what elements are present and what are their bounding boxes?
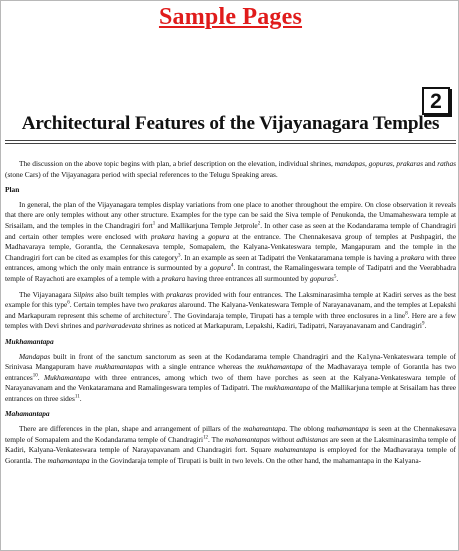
body-paragraph: The discussion on the above topic begins with plan, a brief description on the elevation, individual shrines, mandapas, gopuras, prakaras and rathas (stone Cars) of the Vijayanagara period with special references to the Telugu Speaking areas.: [5, 159, 457, 179]
body-paragraph: Mandapas built in front of the sanctum sanctorum as seen at the Kodandarama temple Chandragiri and the Ka1yna-Venkateswara temple of Srinivasa Mangapuram have mukhamantapas with a single entrance whereas the mukhamantapa of the Madhavaraya temple of Gorantla has two entrances$^{10}$. Mukhamantapa with three entrances, among which two of them have porches as seen at the Kalyana-Venkateswara temple of Narayanavanam and the Venkataramana and Ramalingeswara temples of Tadipatri. The mukhamantapa of the Mallikarjuna temple at Srisailam has three entrances on three sides$^{11}$.: [5, 351, 456, 403]
body-paragraph: There are differences in the plan, shape and arrangement of pillars of the mahamantapa. The oblong mahamantapa is seen at the Chennakesava temple of Somapalem and the Kodandarama temple of Chandragiri$^{12}$. The mahamantapas without adhistanas are seen at the Laksminarasimha temple of Kadiri, Kalyana-Venkateswara temple of Narayapavanam and Chandragiri fort. Square mahamantapa is employed for the Madhavaraya temple of Gorantla. The mahamantapa in the Govindaraja temple of Tirupati is built in two levels. On the other hand, the mahamantapa in the Kalyana-: [5, 424, 456, 465]
title-rule-top: [5, 140, 456, 141]
section-heading: Mukhamantapa: [5, 336, 54, 346]
body-text: [5, 159, 456, 471]
sample-pages-banner: Sample Pages: [158, 4, 303, 30]
chapter-number-box: 2: [422, 87, 450, 115]
title-rule-bottom: [5, 143, 456, 144]
section-heading: Plan: [5, 185, 20, 195]
chapter-title: Architectural Features of the Vijayanagara Temples: [21, 113, 440, 134]
body-paragraph: In general, the plan of the Vijayanagara temples display variations from one place to another throughout the empire. On close observation it reveals that there are only temples without any other structure. Examples for the type can be said the Siva temple of Penukonda, the Umamaheswara temple at Srisailam, and the temples in the Chandragiri fort$^1$ and Mallikarjuna Temple Jetprole$^2$. In other case as seen at the Kodandarama temple of Chandragiri and certain other temples were enclosed with prakara having a gopura at the entrance. The Chennakesava group of temples at Pushpagiri, the Madhavaraya temple, Gorantla, the Cennakesava temple, Somapalem, the Kalyana-Venkateswara temple, Mangapuram and the temple in the Chandragiri fort can be cited as examples for this category$^3$. In an example as seen at Tadipatri the Venkataramana temple is having a prakara with three entrances, among which the only main entrance is surmounted by a gopura$^4$. In contrast, the Ramalingeswara temple of Tadipatri and the Veerabhadra temple of Rayachoti are examples of a temple with a prakara having three entrances all surmounted by gopuras$^5$.: [5, 199, 456, 283]
section-heading: Mahamantapa: [5, 409, 50, 419]
body-paragraph: The Vijayanagara Silpins also built temples with prakaras provided with four entrances. The Laksminarasimha temple at Kadiri serves as the best example for this type$^6$. Certain temples have two prakaras alaround. The Kalyana-Venkateswara Temple of Narayanavanam, and the temples at Lepakshi and Markapuram represent this scheme of architecture$^7$. The Govindaraja temple, Tirupati has a temple with three enclosures in a line$^8$. Here are a few temples with Devi shrines and parivaradevata shrines as noticed at Markapuram, Lepakshi, Kadiri, Tadipatri, Narayanavanam and Candragiri$^9$.: [5, 289, 457, 331]
